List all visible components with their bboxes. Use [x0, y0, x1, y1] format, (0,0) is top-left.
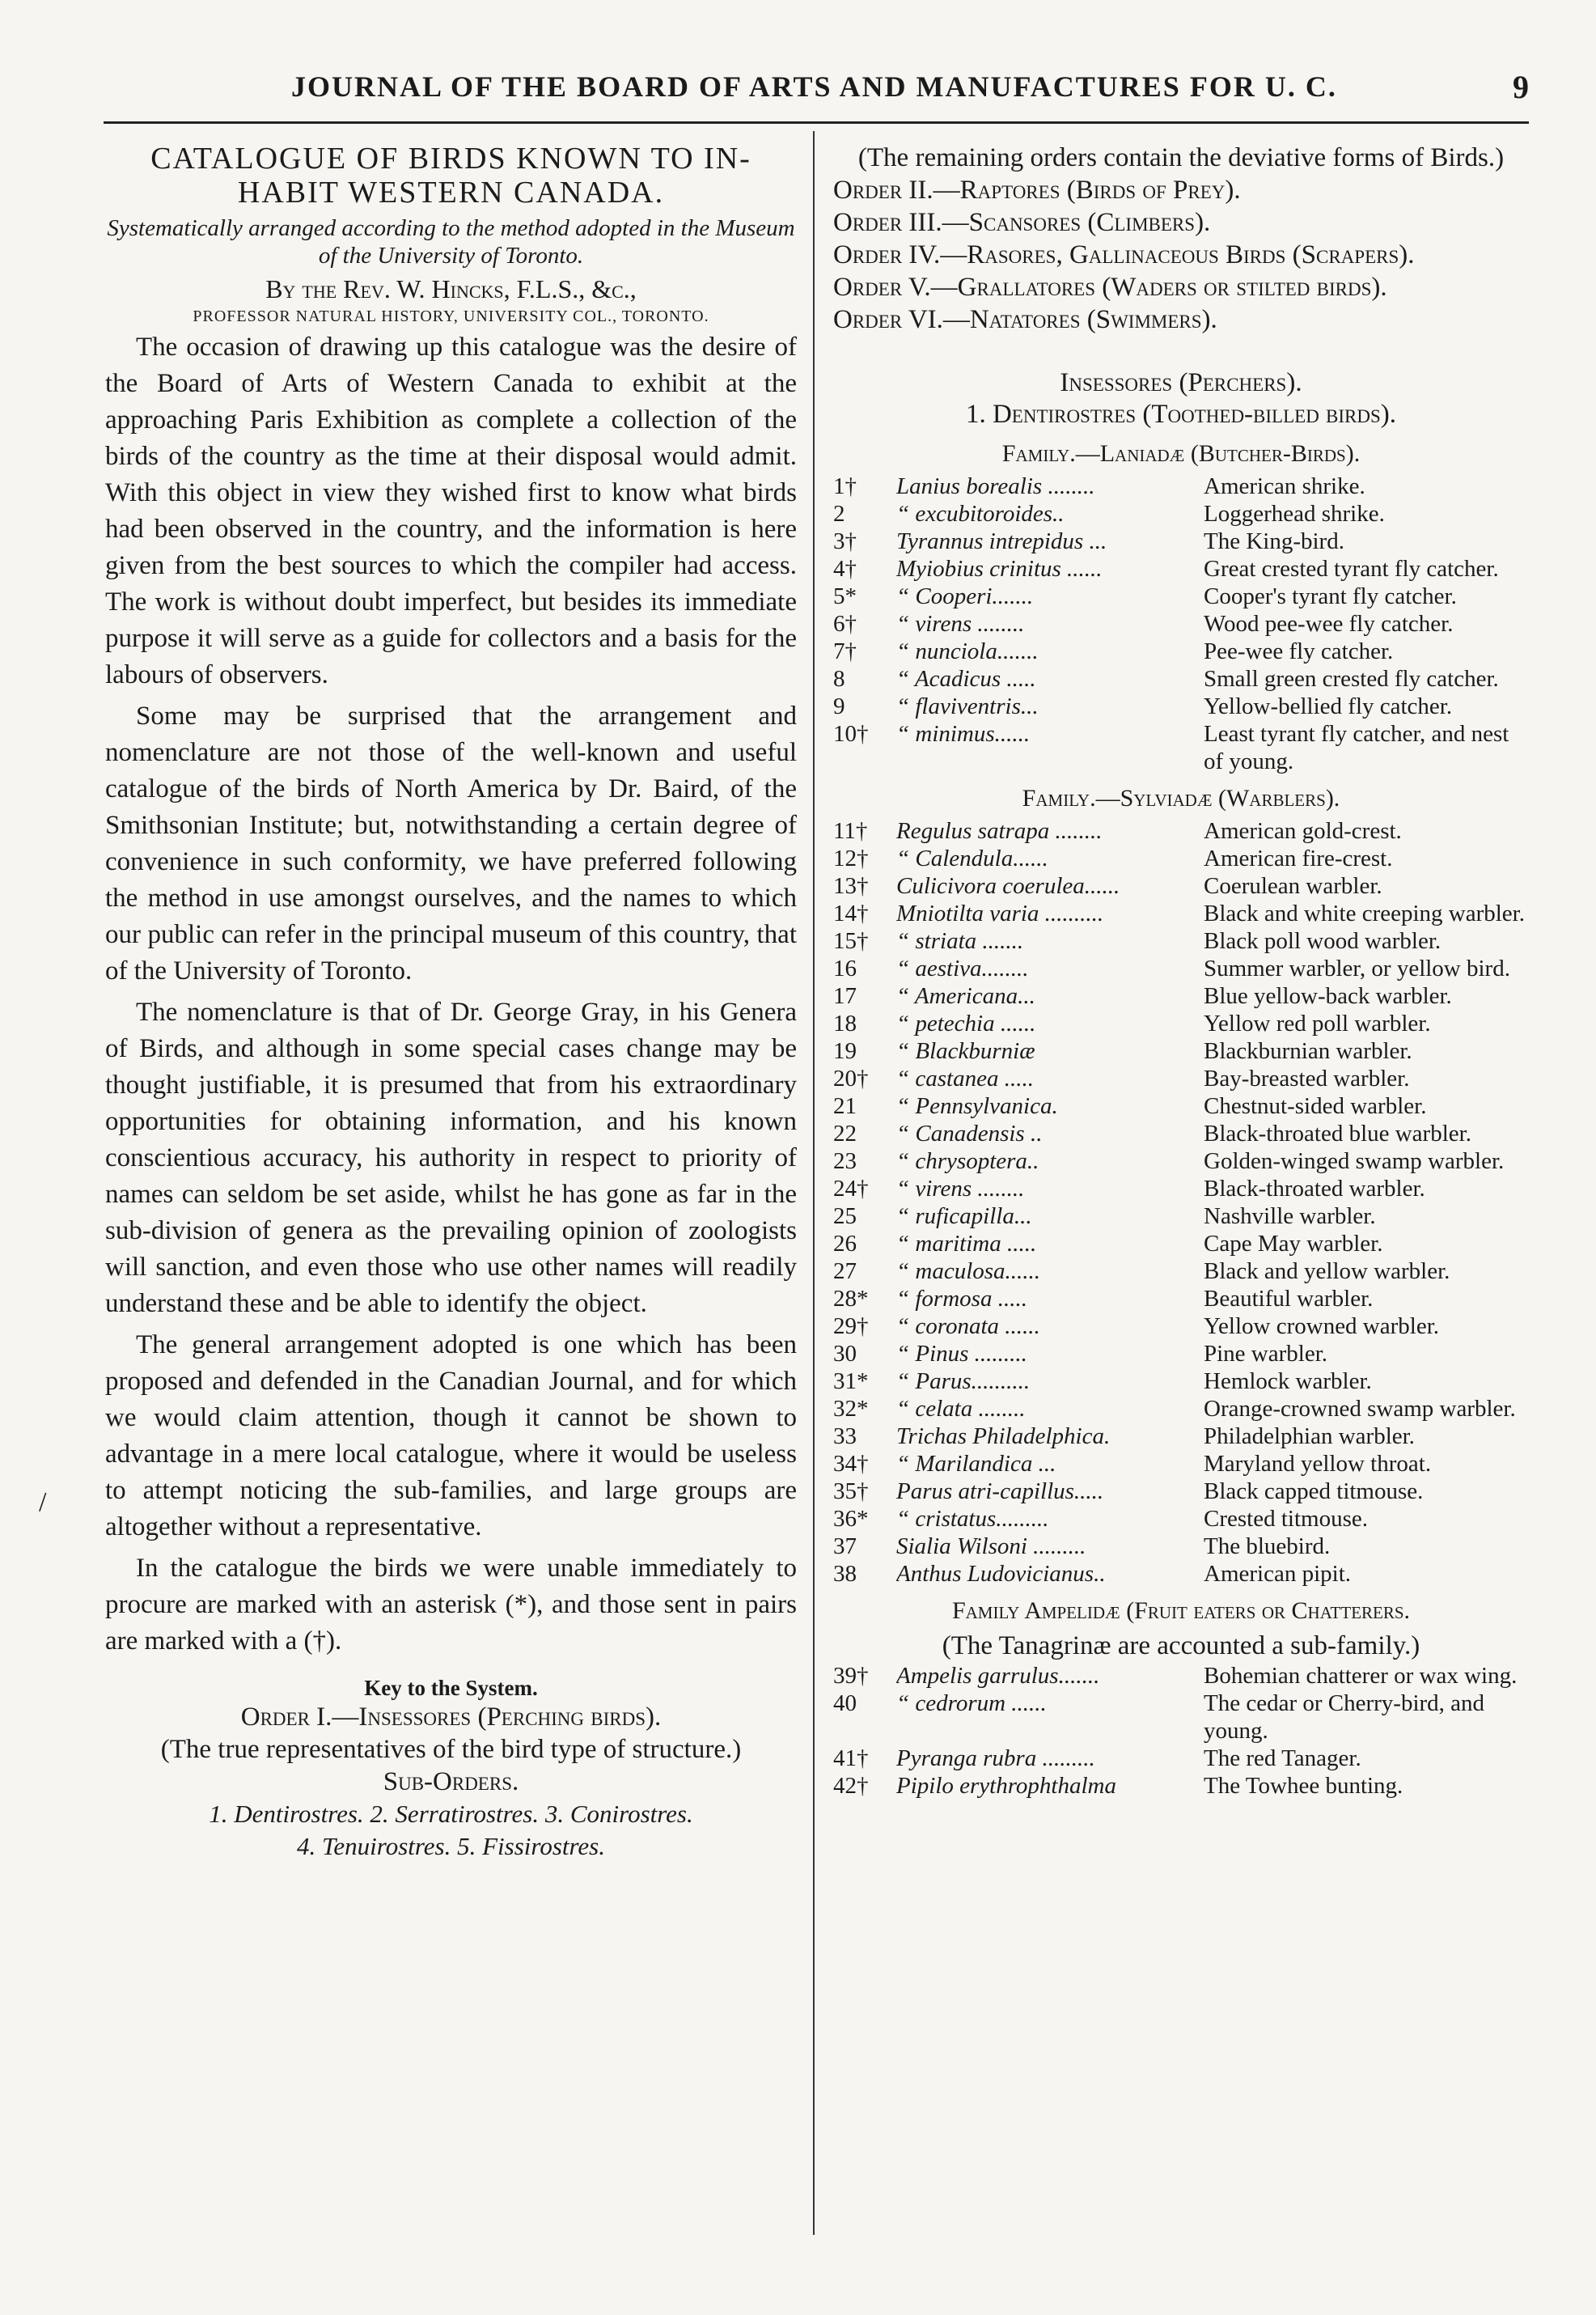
entry-common-name: Coerulean warbler. [1204, 873, 1382, 899]
page-number: 9 [1513, 69, 1529, 105]
entry-common-name: Blue yellow-back warbler. [1204, 983, 1452, 1009]
bird-entry [833, 1230, 1529, 1257]
entry-common-name: The Towhee bunting. [1204, 1773, 1403, 1799]
bird-entry [833, 1312, 1529, 1340]
bird-entry [833, 817, 1529, 845]
entry-number: 13† [833, 873, 869, 899]
order-one-note: (The true representatives of the bird type of structure.) [160, 1735, 742, 1764]
entry-number: 11† [833, 818, 868, 844]
entry-species: “ Pennsylvanica. [896, 1093, 1058, 1119]
entry-number: 22 [833, 1121, 857, 1147]
bird-entry [833, 693, 1529, 720]
family-title: Family Ampelidæ (Fruit eaters or Chatterers. [951, 1597, 1411, 1624]
entry-common-name: Chestnut-sided warbler. [1204, 1093, 1427, 1119]
bird-entry [833, 845, 1529, 872]
key-title: Key to the System. [364, 1676, 538, 1700]
order-six: Order VI.—Natatores (Swimmers). [833, 305, 1217, 334]
bird-entry [833, 1690, 1529, 1745]
entry-species: Lanius borealis ........ [896, 473, 1095, 499]
entry-species: “ chrysoptera.. [896, 1148, 1039, 1174]
entry-number: 12† [833, 846, 869, 871]
entry-common-name: Bay-breasted warbler. [1204, 1066, 1410, 1092]
bird-entry [833, 1120, 1529, 1147]
entry-number: 35† [833, 1478, 869, 1504]
entry-species: Trichas Philadelphica. [896, 1423, 1111, 1449]
bird-entry [833, 583, 1529, 610]
entry-species: “ virens ........ [896, 1176, 1025, 1202]
suborders-title: Sub-Orders. [383, 1767, 519, 1796]
entry-number: 26 [833, 1231, 857, 1257]
bird-entry [833, 555, 1529, 583]
entry-species: “ cristatus......... [896, 1506, 1049, 1532]
entry-number: 33 [833, 1423, 857, 1449]
entry-species: “ Americana... [896, 983, 1035, 1009]
entry-number: 18 [833, 1011, 857, 1037]
entry-species: “ minimus...... [896, 721, 1031, 747]
bird-entry [833, 528, 1529, 555]
entry-number: 28* [833, 1286, 869, 1312]
entry-common-name: Yellow-bellied fly catcher. [1204, 693, 1453, 719]
bird-entry [833, 1202, 1529, 1230]
entry-common-name: Yellow red poll warbler. [1204, 1011, 1431, 1037]
bird-entry [833, 1772, 1529, 1800]
paragraph-5: In the catalogue the birds we were unable immediately to procure are marked with an asterisk (*), and those sent in pairs are marked with a (†). [105, 1554, 797, 1656]
paragraph-2: Some may be surprised that the arrangement and nomenclature are not those of the well-known and useful catalogue of the birds of North America by Dr. Baird, of the Smithsonian Institute; but, notwithstanding a certain degree of convenience in such conformity, we have preferred following the method in use amongst ourselves, and the names to which our public can refer in the principal museum of this country, that of the University of Toronto. [105, 702, 797, 986]
bird-entry [833, 500, 1529, 528]
article-subtitle: Systematically arranged according to the method adopted in the Museum of the University of Toronto. [107, 215, 795, 269]
order-one: Order I.—Insessores (Perching birds). [240, 1702, 662, 1732]
entry-species: “ excubitoroides.. [896, 501, 1065, 527]
entry-common-name: Nashville warbler. [1204, 1203, 1376, 1229]
entry-common-name: Black capped titmouse. [1204, 1478, 1424, 1504]
bird-entry [833, 1533, 1529, 1560]
entry-number: 39† [833, 1663, 869, 1689]
entry-number: 37 [833, 1533, 857, 1559]
page-header [105, 65, 1529, 113]
entry-species: “ Pinus ......... [896, 1341, 1027, 1367]
header-rule [104, 121, 1529, 124]
bird-entry [833, 1257, 1529, 1285]
entry-number: 24† [833, 1176, 869, 1202]
entry-number: 20† [833, 1066, 869, 1092]
order-five: Order V.—Grallatores (Waders or stilted birds). [833, 273, 1387, 302]
bird-entry [833, 1662, 1529, 1690]
entry-species: Pipilo erythrophthalma [896, 1773, 1116, 1799]
paragraph-1: The occasion of drawing up this catalogue was the desire of the Board of Arts of Western Canada to exhibit at the approaching Paris Exhibition as complete a collection of the birds of the country as the time at their disposal would admit. With this object in view they wished first to know what birds had been observed in the country, and the information is here given from the best sources to which the compiler had access. The work is without doubt imperfect, but besides its immediate purpose it will serve as a guide for collectors and a basis for the labours of observers. [105, 333, 797, 689]
entry-species: “ Blackburniæ [896, 1038, 1035, 1064]
entry-species: “ castanea ..... [896, 1066, 1034, 1092]
entry-number: 40 [833, 1690, 857, 1716]
entry-common-name: Beautiful warbler. [1204, 1286, 1374, 1312]
entry-species: “ petechia ...... [896, 1011, 1036, 1037]
entry-number: 27 [833, 1258, 857, 1284]
family-title: Family.—Laniadæ (Butcher-Birds). [1001, 440, 1361, 467]
entry-common-name: Loggerhead shrike. [1204, 501, 1385, 527]
entry-common-name: Orange-crowned swamp warbler. [1204, 1396, 1516, 1422]
remaining-orders-note: (The remaining orders contain the deviative forms of Birds.) [857, 143, 1505, 172]
entry-number: 17 [833, 983, 857, 1009]
entry-common-name: American shrike. [1204, 473, 1365, 499]
family-list [833, 440, 1529, 1800]
entry-number: 6† [833, 611, 857, 637]
entry-common-name: Pine warbler. [1204, 1341, 1328, 1367]
entry-species: “ Parus.......... [896, 1368, 1031, 1394]
entry-common-name: American fire-crest. [1204, 846, 1393, 871]
column-divider [813, 131, 815, 2235]
entry-common-name: American gold-crest. [1204, 818, 1402, 844]
order-four: Order IV.—Rasores, Gallinaceous Birds (Scrapers). [833, 240, 1415, 269]
order-three: Order III.—Scansores (Climbers). [833, 208, 1211, 237]
article-title-line2: HABIT WESTERN CANADA. [237, 176, 665, 210]
suborders-line2: 4. Tenuirostres. 5. Fissirostres. [297, 1832, 605, 1860]
entry-number: 23 [833, 1148, 857, 1174]
entry-common-name: Great crested tyrant fly catcher. [1204, 556, 1499, 582]
family-title: Family.—Sylviadæ (Warblers). [1022, 785, 1340, 812]
entry-number: 31* [833, 1368, 869, 1394]
bird-entry [833, 1065, 1529, 1092]
entry-number: 14† [833, 901, 869, 926]
bird-entry [833, 872, 1529, 900]
article-byline: By the Rev. W. Hincks, F.L.S., &c., [265, 274, 637, 303]
suborders-line1: 1. Dentirostres. 2. Serratirostres. 3. Conirostres. [209, 1800, 693, 1828]
bird-entry [833, 473, 1529, 500]
entry-species: “ maculosa...... [896, 1258, 1041, 1284]
entry-common-name: Maryland yellow throat. [1204, 1451, 1432, 1477]
entry-number: 19 [833, 1038, 857, 1064]
entry-species: “ Marilandica ... [896, 1451, 1056, 1477]
bird-entry [833, 1395, 1529, 1422]
author-affiliation: PROFESSOR NATURAL HISTORY, UNIVERSITY COL., TORONTO. [193, 307, 709, 325]
paragraph-3: The nomenclature is that of Dr. George Gray, in his Genera of Birds, and although in some special cases change may be thought justifiable, it is presumed that from his extraordinary opportunities for obtaining information, and his known conscientious accuracy, his authority in respect to priority of names can seldom be set aside, whilst he has gone as far in the sub-division of genera as the prevailing opinion of zoologists will sanction, and even those who use other names will readily understand these and be able to identify the object. [105, 998, 797, 1318]
entry-number: 16 [833, 956, 857, 982]
entry-species: “ striata ....... [896, 928, 1024, 954]
entry-common-name: The red Tanager. [1204, 1745, 1361, 1771]
entry-species: Regulus satrapa ........ [896, 818, 1103, 844]
entry-species: “ Canadensis .. [896, 1121, 1043, 1147]
entry-species: “ maritima ..... [896, 1231, 1037, 1257]
bird-entry [833, 1285, 1529, 1312]
entry-number: 9 [833, 693, 845, 719]
entry-common-name: Wood pee-wee fly catcher. [1204, 611, 1454, 637]
left-column [105, 142, 797, 1863]
entry-species: “ cedrorum ...... [896, 1690, 1047, 1716]
entry-number: 15† [833, 928, 869, 954]
entry-common-name: Black-throated blue warbler. [1204, 1121, 1471, 1147]
entry-species: “ aestiva........ [896, 956, 1029, 982]
entry-species: Anthus Ludovicianus.. [896, 1561, 1106, 1587]
family-note: (The Tanagrinæ are accounted a sub-family.) [942, 1631, 1420, 1660]
entry-species: “ formosa ..... [896, 1286, 1027, 1312]
bird-entry [833, 1422, 1529, 1450]
bird-entry [833, 1450, 1529, 1478]
entry-species: Ampelis garrulus....... [896, 1663, 1100, 1689]
entry-common-name: Bohemian chatterer or wax wing. [1204, 1663, 1518, 1689]
entry-number: 29† [833, 1313, 869, 1339]
entry-common-name: The cedar or Cherry-bird, and young. [1204, 1690, 1485, 1744]
entry-species: “ Acadicus ..... [896, 666, 1036, 692]
entry-number: 34† [833, 1451, 869, 1477]
insessores-section-title: Insessores (Perchers). [1060, 368, 1302, 397]
bird-entry [833, 720, 1529, 775]
bird-entry [833, 982, 1529, 1010]
entry-species: Parus atri-capillus..... [896, 1478, 1104, 1504]
entry-common-name: Pee-wee fly catcher. [1204, 638, 1394, 664]
entry-common-name: Small green crested fly catcher. [1204, 666, 1499, 692]
entry-number: 30 [833, 1341, 857, 1367]
entry-species: “ Calendula...... [896, 846, 1048, 871]
bird-entry [833, 1037, 1529, 1065]
entry-number: 32* [833, 1396, 869, 1422]
entry-common-name: Black and white creeping warbler. [1204, 901, 1525, 926]
entry-number: 42† [833, 1773, 869, 1799]
bird-entry [833, 1010, 1529, 1037]
entry-number: 5* [833, 583, 857, 609]
entry-species: Sialia Wilsoni ......... [896, 1533, 1086, 1559]
bird-entry [833, 955, 1529, 982]
article-title-line1: CATALOGUE OF BIRDS KNOWN TO IN- [150, 142, 751, 176]
bird-entry [833, 638, 1529, 665]
entry-species: Pyranga rubra ......... [896, 1745, 1095, 1771]
entry-species: Tyrannus intrepidus ... [896, 528, 1107, 554]
bird-entry [833, 1505, 1529, 1533]
entry-number: 8 [833, 666, 845, 692]
entry-common-name: The King-bird. [1204, 528, 1344, 554]
entry-number: 3† [833, 528, 857, 554]
bird-entry [833, 1745, 1529, 1772]
entry-number: 7† [833, 638, 857, 664]
entry-species: “ flaviventris... [896, 693, 1039, 719]
entry-number: 1† [833, 473, 857, 499]
entry-common-name: Golden-winged swamp warbler. [1204, 1148, 1505, 1174]
entry-species: “ nunciola....... [896, 638, 1039, 664]
suborder-dentirostres: 1. Dentirostres (Toothed-billed birds). [965, 400, 1397, 429]
bird-entry [833, 1092, 1529, 1120]
bird-entry [833, 1478, 1529, 1505]
entry-number: 41† [833, 1745, 869, 1771]
entry-common-name: Cape May warbler. [1204, 1231, 1383, 1257]
entry-species: “ celata ........ [896, 1396, 1026, 1422]
entry-number: 10† [833, 721, 869, 747]
entry-number: 4† [833, 556, 857, 582]
entry-common-name: Black and yellow warbler. [1204, 1258, 1450, 1284]
bird-entry [833, 665, 1529, 693]
entry-species: “ ruficapilla... [896, 1203, 1032, 1229]
entry-common-name: Least tyrant fly catcher, and nest of young. [1204, 721, 1509, 774]
entry-common-name: Yellow crowned warbler. [1204, 1313, 1440, 1339]
bird-entry [833, 1147, 1529, 1175]
bird-entry [833, 610, 1529, 638]
entry-common-name: The bluebird. [1204, 1533, 1331, 1559]
entry-common-name: Hemlock warbler. [1204, 1368, 1372, 1394]
entry-species: Mniotilta varia .......... [896, 901, 1104, 926]
entry-number: 2 [833, 501, 845, 527]
entry-number: 36* [833, 1506, 869, 1532]
entry-common-name: Blackburnian warbler. [1204, 1038, 1412, 1064]
bird-entry [833, 1175, 1529, 1202]
right-column [833, 142, 1529, 1800]
entry-species: “ coronata ...... [896, 1313, 1040, 1339]
entry-common-name: Cooper's tyrant fly catcher. [1204, 583, 1457, 609]
margin-mark: / [39, 1487, 47, 1517]
entry-common-name: American pipit. [1204, 1561, 1352, 1587]
entry-species: “ Cooperi....... [896, 583, 1034, 609]
entry-common-name: Black poll wood warbler. [1204, 928, 1441, 954]
entry-species: “ virens ........ [896, 611, 1025, 637]
entry-common-name: Summer warbler, or yellow bird. [1204, 956, 1510, 982]
bird-entry [833, 1560, 1529, 1588]
entry-species: Culicivora coerulea...... [896, 873, 1120, 899]
journal-title: JOURNAL OF THE BOARD OF ARTS AND MANUFACTURES FOR U. C. [291, 70, 1337, 103]
entry-common-name: Crested titmouse. [1204, 1506, 1368, 1532]
entry-species: Myiobius crinitus ...... [896, 556, 1103, 582]
bird-entry [833, 1340, 1529, 1367]
entry-number: 21 [833, 1093, 857, 1119]
paragraph-4: The general arrangement adopted is one which has been proposed and defended in the Canadian Journal, and for which we would claim attention, though it cannot be shown to advantage in a mere local catalogue, where it would be useless to attempt noticing the sub-families, and large groups are altogether without a representative. [105, 1330, 797, 1541]
entry-number: 38 [833, 1561, 857, 1587]
bird-entry [833, 1367, 1529, 1395]
bird-entry [833, 900, 1529, 927]
entry-number: 25 [833, 1203, 857, 1229]
entry-common-name: Philadelphian warbler. [1204, 1423, 1415, 1449]
order-two: Order II.—Raptores (Birds of Prey). [833, 176, 1241, 205]
article-title [105, 142, 797, 210]
entry-common-name: Black-throated warbler. [1204, 1176, 1425, 1202]
bird-entry [833, 927, 1529, 955]
